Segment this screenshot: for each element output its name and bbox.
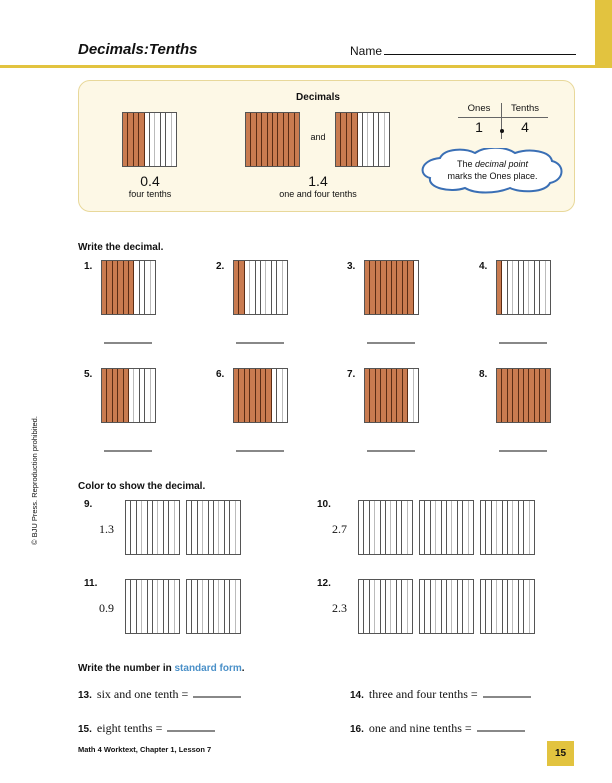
answer-blank[interactable] xyxy=(236,450,284,452)
decimal-value: 2.7 xyxy=(332,522,347,536)
cloud-text-pre: The xyxy=(456,159,475,169)
problem-number: 2. xyxy=(216,261,225,272)
problem-number: 15. xyxy=(78,724,92,735)
problem-number: 8. xyxy=(479,369,488,380)
problem-number: 5. xyxy=(84,369,93,380)
problem-number: 13. xyxy=(78,690,92,701)
colorable-grid[interactable] xyxy=(358,500,413,555)
standard-form-problem xyxy=(350,721,525,736)
problem-text: one and nine tenths = xyxy=(368,721,472,735)
ones-header: Ones xyxy=(467,103,491,114)
tenth-column[interactable] xyxy=(530,580,534,633)
problem-number: 6. xyxy=(216,369,225,380)
decimal-value: 2.3 xyxy=(332,601,347,615)
standard-form-heading-pre: Write the number in xyxy=(78,663,175,674)
name-field[interactable] xyxy=(384,54,576,55)
problem-number: 9. xyxy=(84,499,93,510)
tenths-grid xyxy=(364,368,419,423)
example-grid-tenths xyxy=(335,112,390,167)
tenth-column[interactable] xyxy=(469,580,473,633)
answer-blank[interactable] xyxy=(104,342,152,344)
example-grid-whole xyxy=(245,112,300,167)
answer-blank[interactable] xyxy=(167,730,215,732)
tenth-column[interactable] xyxy=(408,501,412,554)
tenth-column[interactable] xyxy=(546,261,550,314)
tenths-grid xyxy=(233,368,288,423)
copyright-notice: © BJU Press. Reproduction prohibited. xyxy=(30,416,39,545)
example2-and: and xyxy=(310,132,326,142)
name-label: Name xyxy=(350,44,383,58)
cloud-text xyxy=(425,158,560,182)
example2-words: one and four tenths xyxy=(279,189,357,199)
shaded-tenth xyxy=(295,113,299,166)
tenth-column[interactable] xyxy=(408,580,412,633)
colorable-grid[interactable] xyxy=(480,500,535,555)
tenth-column[interactable] xyxy=(414,261,418,314)
tenth-column[interactable] xyxy=(151,261,155,314)
colorable-grid[interactable] xyxy=(419,500,474,555)
tenths-grid xyxy=(496,260,551,315)
standard-form-heading xyxy=(78,663,245,674)
tenth-column[interactable] xyxy=(469,501,473,554)
tenth-column[interactable] xyxy=(283,261,287,314)
problem-text: eight tenths = xyxy=(96,721,163,735)
problem-number: 1. xyxy=(84,261,93,272)
tenth-column[interactable] xyxy=(172,113,176,166)
tenths-grid xyxy=(101,368,156,423)
colorable-grid[interactable] xyxy=(125,500,180,555)
tenths-grid xyxy=(101,260,156,315)
place-value-chart xyxy=(458,103,548,147)
page-edge-bar xyxy=(595,0,612,67)
tenths-header: Tenths xyxy=(511,103,539,114)
page-number: 15 xyxy=(547,741,574,766)
colorable-grid[interactable] xyxy=(125,579,180,634)
problem-number: 3. xyxy=(347,261,356,272)
decimal-value: 1.3 xyxy=(99,522,114,536)
example-grid-0.4 xyxy=(122,112,177,167)
place-value-rule xyxy=(458,117,548,118)
problem-number: 10. xyxy=(317,499,331,510)
tenths-digit: 4 xyxy=(521,119,529,135)
problem-text: three and four tenths = xyxy=(368,687,478,701)
ones-digit: 1 xyxy=(475,119,483,135)
problem-number: 16. xyxy=(350,724,364,735)
tenths-grid xyxy=(496,368,551,423)
problem-number: 11. xyxy=(84,578,98,589)
colorable-grid[interactable] xyxy=(358,579,413,634)
color-decimal-heading: Color to show the decimal. xyxy=(78,481,206,492)
standard-form-problem xyxy=(78,687,241,702)
standard-form-heading-post: . xyxy=(241,663,245,674)
tenths-grid xyxy=(233,260,288,315)
tenth-column[interactable] xyxy=(236,580,240,633)
standard-form-term: standard form xyxy=(174,663,242,674)
answer-blank[interactable] xyxy=(499,450,547,452)
shaded-tenth xyxy=(546,369,550,422)
tenth-column[interactable] xyxy=(151,369,155,422)
tenth-column[interactable] xyxy=(175,501,179,554)
decimal-value: 0.9 xyxy=(99,601,114,615)
answer-blank[interactable] xyxy=(236,342,284,344)
colorable-grid[interactable] xyxy=(480,579,535,634)
tenth-column[interactable] xyxy=(414,369,418,422)
tenth-column[interactable] xyxy=(530,501,534,554)
standard-form-problem xyxy=(350,687,531,702)
answer-blank[interactable] xyxy=(193,696,241,698)
problem-number: 14. xyxy=(350,690,364,701)
answer-blank[interactable] xyxy=(477,730,525,732)
write-decimal-heading: Write the decimal. xyxy=(78,242,164,253)
cloud-text-line2: marks the Ones place. xyxy=(447,171,538,181)
colorable-grid[interactable] xyxy=(186,579,241,634)
example1-words: four tenths xyxy=(128,189,172,199)
problem-number: 4. xyxy=(479,261,488,272)
header-rule xyxy=(0,65,612,68)
tenth-column[interactable] xyxy=(175,580,179,633)
answer-blank[interactable] xyxy=(367,450,415,452)
standard-form-problem xyxy=(78,721,215,736)
example2-value: 1.4 xyxy=(308,173,328,189)
answer-blank[interactable] xyxy=(499,342,547,344)
example1-value: 0.4 xyxy=(140,173,160,189)
answer-blank[interactable] xyxy=(367,342,415,344)
tenth-column[interactable] xyxy=(385,113,389,166)
colorable-grid[interactable] xyxy=(419,579,474,634)
tenth-column[interactable] xyxy=(236,501,240,554)
info-title: Decimals xyxy=(296,92,340,103)
answer-blank[interactable] xyxy=(104,450,152,452)
problem-text: six and one tenth = xyxy=(96,687,189,701)
cloud-text-em: decimal point xyxy=(474,159,529,169)
footer-text: Math 4 Worktext, Chapter 1, Lesson 7 xyxy=(78,745,212,754)
problem-number: 7. xyxy=(347,369,356,380)
problem-number: 12. xyxy=(317,578,331,589)
colorable-grid[interactable] xyxy=(186,500,241,555)
answer-blank[interactable] xyxy=(483,696,531,698)
tenth-column[interactable] xyxy=(283,369,287,422)
page-title: Decimals:Tenths xyxy=(78,41,198,58)
tenths-grid xyxy=(364,260,419,315)
